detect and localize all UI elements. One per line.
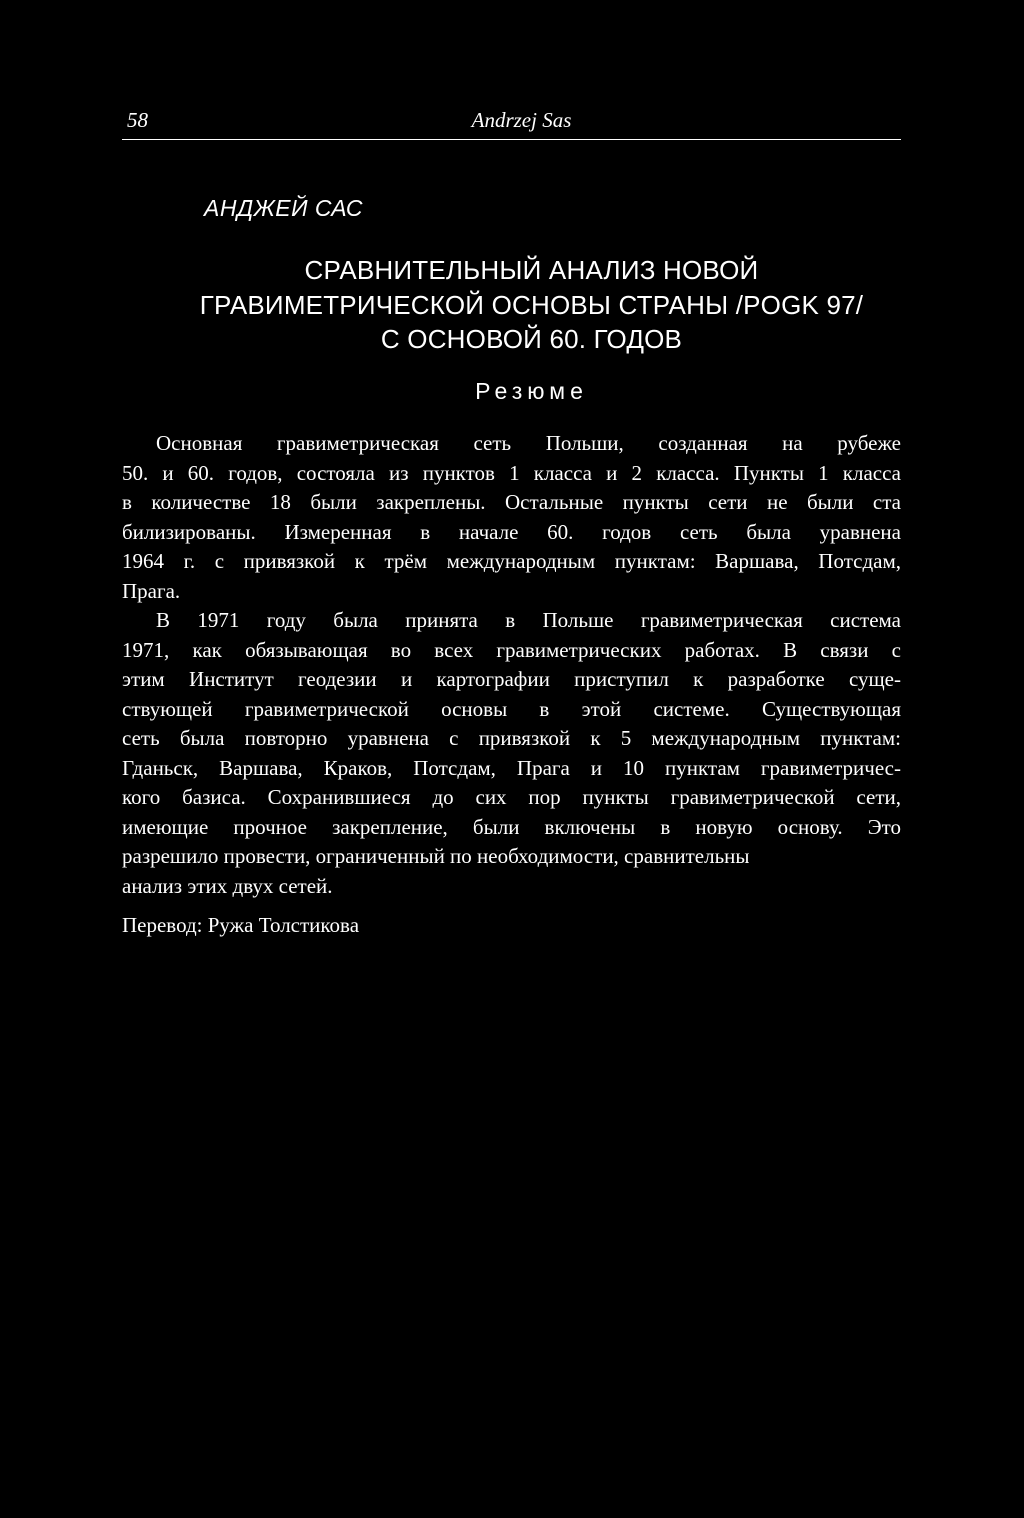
header-rule (122, 139, 901, 140)
translator-credit: Перевод: Ружа Толстикова (122, 913, 360, 937)
summary-line: 1971, как обязывающая во всех гравиметрических работах. В связи с (122, 637, 901, 662)
summary-line: анализ этих двух сетей. (122, 873, 333, 898)
title-line: ГРАВИМЕТРИЧЕСКОЙ ОСНОВЫ СТРАНЫ /POGK 97/ (199, 289, 864, 320)
title-line: СРАВНИТЕЛЬНЫЙ АНАЛИЗ НОВОЙ (304, 255, 759, 285)
page-number: 58 (127, 108, 148, 132)
article-title (122, 253, 901, 357)
summary-line: этим Институт геодезии и картографии приступил к разработке суще- (122, 667, 901, 691)
author-name: АНДЖЕЙ САС (204, 195, 363, 221)
summary-line: В 1971 году была принята в Польше гравиметрическая система (156, 608, 901, 632)
summary-heading: Резюме (475, 378, 588, 404)
summary-line: 1964 г. с привязкой к трём международным пунктам: Варшава, Потсдам, (122, 549, 901, 573)
running-header (122, 108, 901, 138)
summary-body (122, 429, 901, 901)
running-author: Andrzej Sas (471, 108, 572, 132)
summary-line: Основная гравиметрическая сеть Польши, созданная на рубеже (156, 431, 901, 455)
summary-line: Гданьск, Варшава, Краков, Потсдам, Прага и 10 пунктам гравиметричес- (122, 755, 901, 780)
title-line: С ОСНОВОЙ 60. ГОДОВ (380, 324, 683, 354)
summary-line: разрешило провести, ограниченный по необходимости, сравнительны (122, 844, 750, 868)
summary-line: в количестве 18 были закреплены. Остальные пункты сети не были ста (122, 490, 901, 514)
summary-line: 50. и 60. годов, состояла из пунктов 1 класса и 2 класса. Пункты 1 класса (122, 460, 901, 485)
summary-line: Прага. (122, 578, 181, 603)
summary-line: кого базиса. Сохранившиеся до сих пор пункты гравиметрической сети, (122, 785, 901, 809)
summary-line: сеть была повторно уравнена с привязкой к 5 международным пунктам: (122, 726, 901, 750)
summary-line: ствующей гравиметрической основы в этой системе. Существующая (122, 696, 901, 721)
summary-line: билизированы. Измеренная в начале 60. годов сеть была уравнена (122, 519, 901, 544)
summary-line: имеющие прочное закрепление, были включены в новую основу. Это (122, 814, 901, 839)
